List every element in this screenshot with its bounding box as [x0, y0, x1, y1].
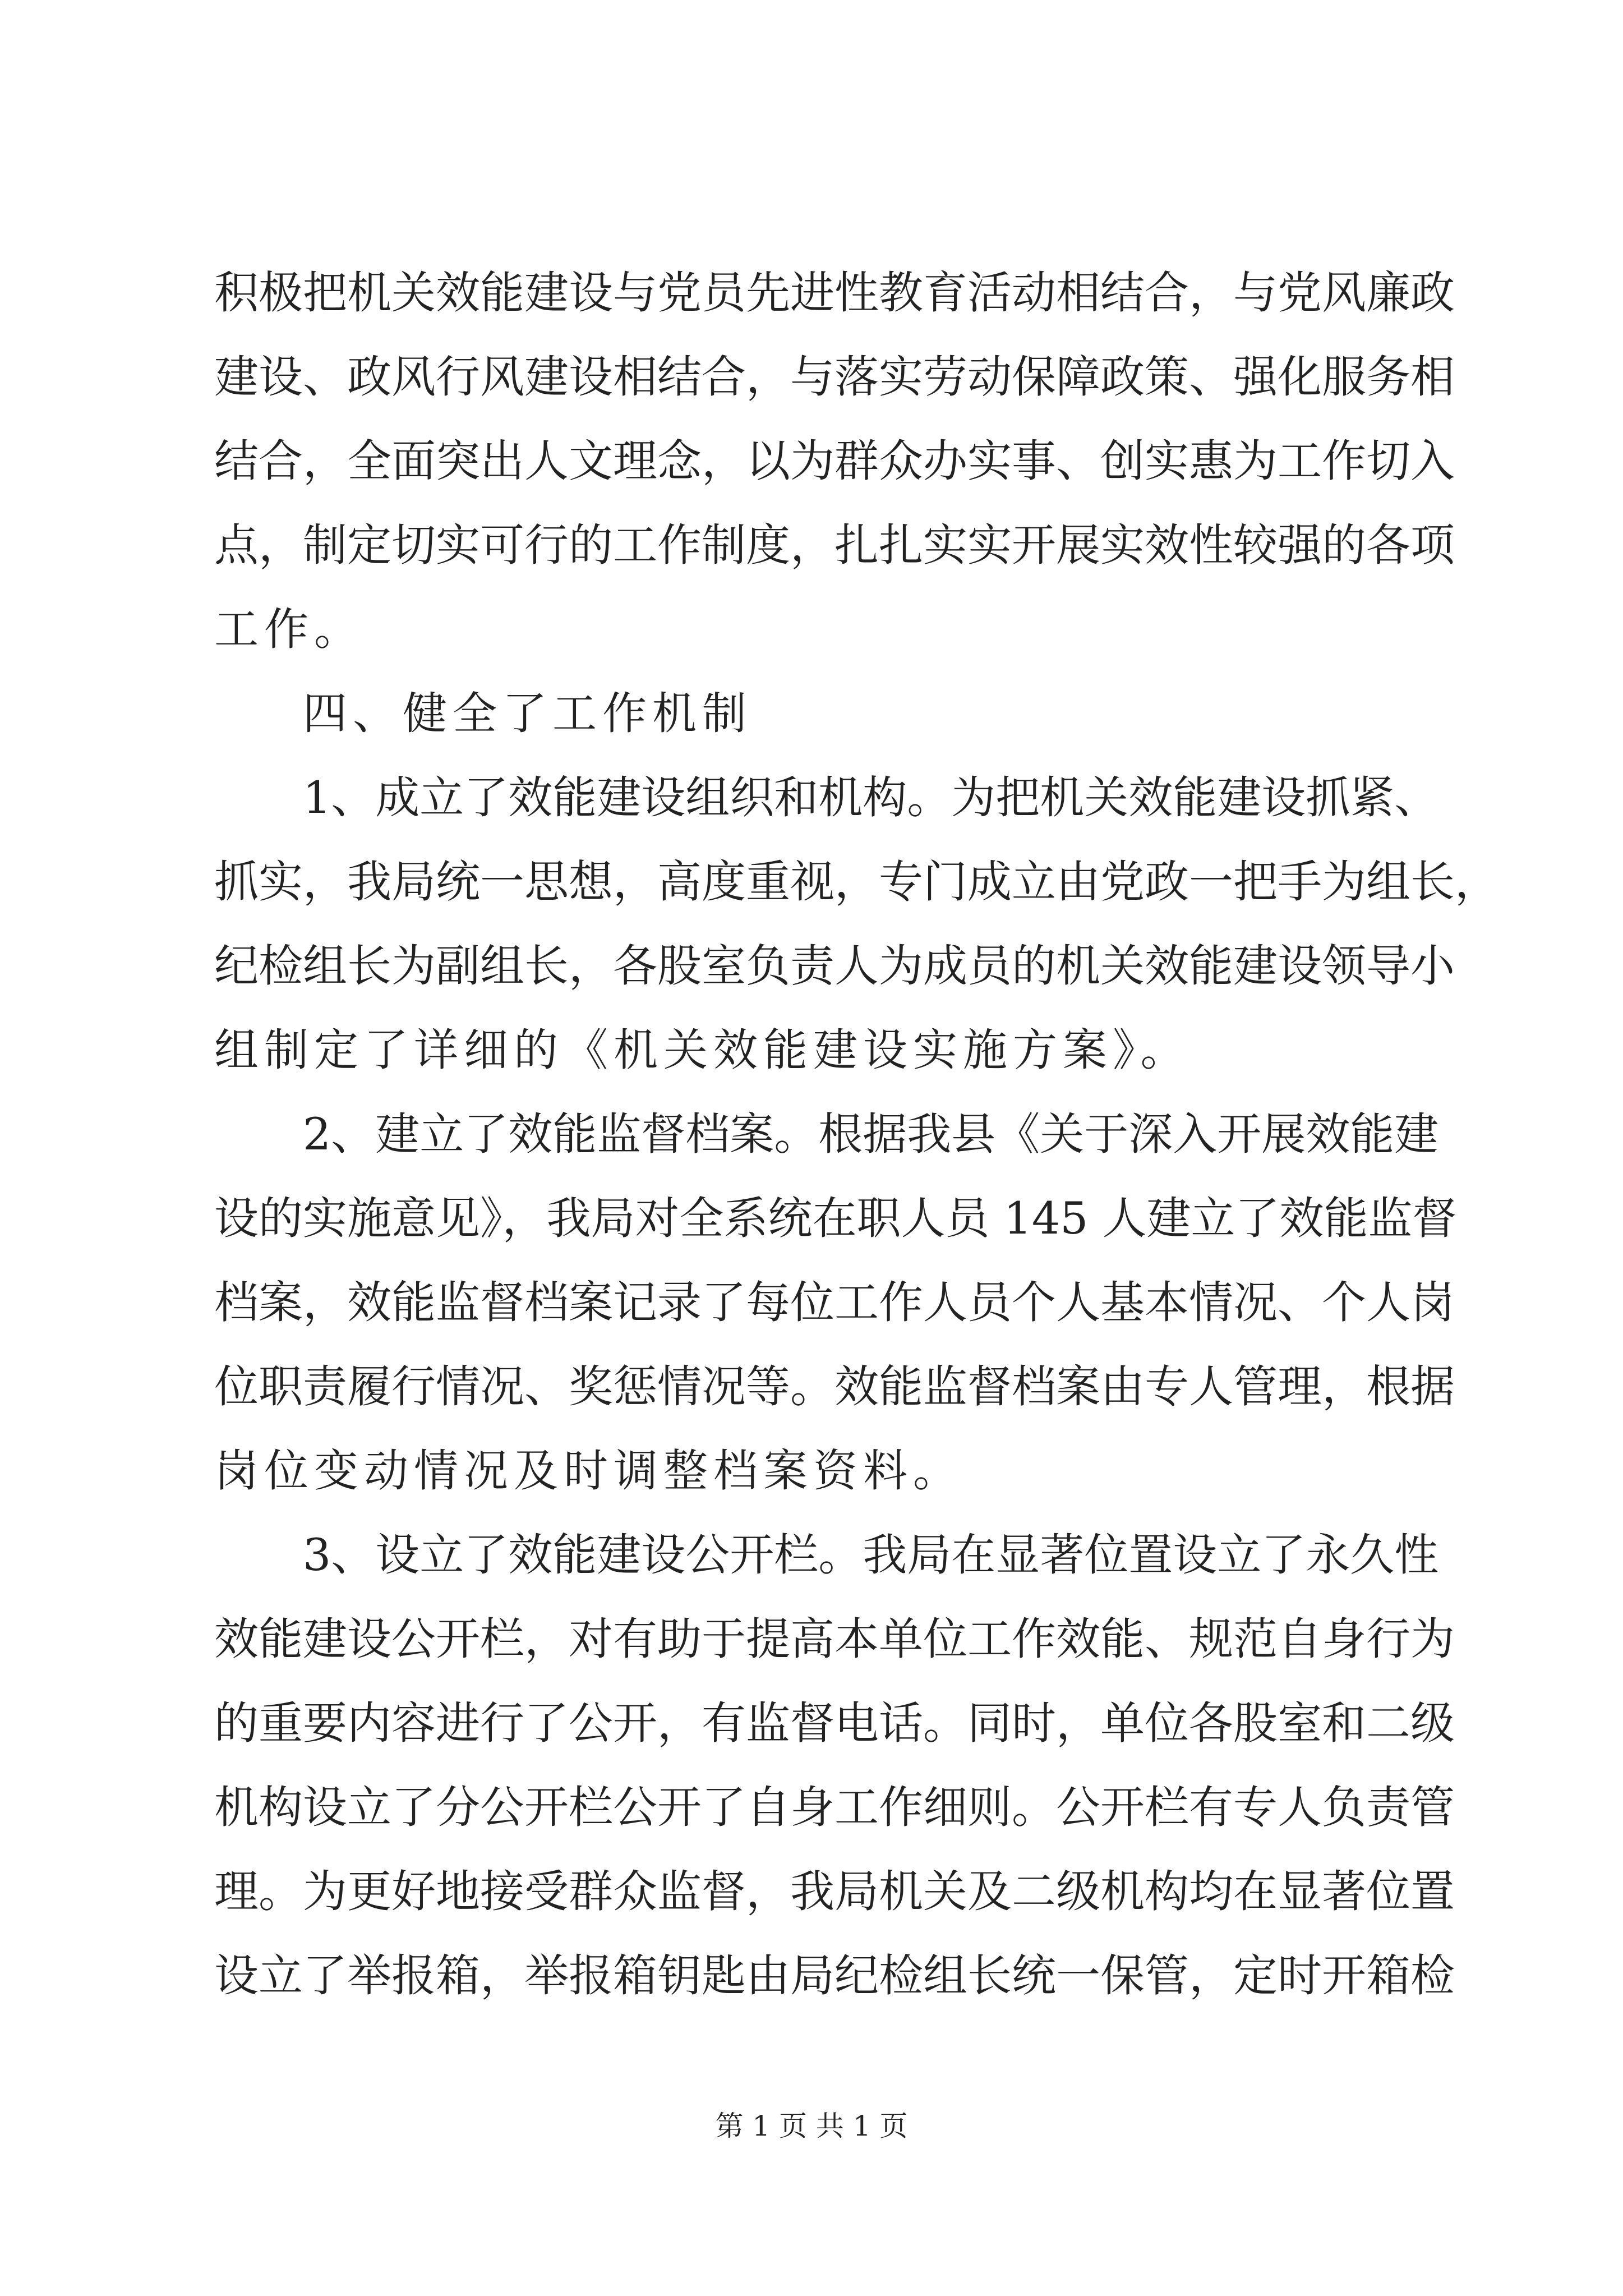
paragraph-line: 理。为更好地接受群众监督，我局机关及二级机构均在显著位置 — [214, 1866, 1455, 1917]
paragraph-line: 结合，全面突出人文理念，以为群众办实事、创实惠为工作切入 — [214, 435, 1455, 487]
paragraph-line: 档案，效能监督档案记录了每位工作人员个人基本情况、个人岗 — [214, 1277, 1455, 1328]
paragraph-line: 纪检组长为副组长，各股室负责人为成员的机关效能建设领导小 — [214, 940, 1455, 992]
paragraph-line: 点，制定切实可行的工作制度，扎扎实实开展实效性较强的各项 — [214, 519, 1455, 571]
section-heading: 四、健全了工作机制 — [303, 688, 752, 739]
paragraph-line: 工作。 — [214, 604, 364, 655]
paragraph-line: 岗位变动情况及时调整档案资料。 — [214, 1445, 963, 1497]
paragraph-line: 设立了举报箱，举报箱钥匙由局纪检组长统一保管，定时开箱检 — [214, 1950, 1455, 2001]
paragraph-line: 的重要内容进行了公开，有监督电话。同时，单位各股室和二级 — [214, 1697, 1455, 1749]
paragraph-line: 位职责履行情况、奖惩情况等。效能监督档案由专人管理，根据 — [214, 1361, 1455, 1412]
paragraph-line: 效能建设公开栏，对有助于提高本单位工作效能、规范自身行为 — [214, 1613, 1455, 1665]
paragraph-line: 组制定了详细的《机关效能建设实施方案》。 — [214, 1024, 1191, 1076]
paragraph-line: 建设、政风行风建设相结合，与落实劳动保障政策、强化服务相 — [214, 351, 1455, 403]
paragraph-line: 抓实，我局统一思想，高度重视，专门成立由党政一把手为组长， — [214, 856, 1499, 908]
paragraph-line: 设的实施意见》，我局对全系统在职人员 145 人建立了效能监督 — [214, 1193, 1457, 1244]
paragraph-line: 机构设立了分公开栏公开了自身工作细则。公开栏有专人负责管 — [214, 1782, 1455, 1833]
paragraph-line: 2、建立了效能监督档案。根据我县《关于深入开展效能建 — [303, 1108, 1439, 1160]
paragraph-line: 1、成立了效能建设组织和机构。为把机关效能建设抓紧、 — [303, 772, 1439, 823]
paragraph-line: 3、设立了效能建设公开栏。我局在显著位置设立了永久性 — [303, 1529, 1439, 1581]
paragraph-line: 积极把机关效能建设与党员先进性教育活动相结合，与党风廉政 — [214, 267, 1455, 319]
page-footer: 第 1 页 共 1 页 — [715, 2110, 908, 2142]
